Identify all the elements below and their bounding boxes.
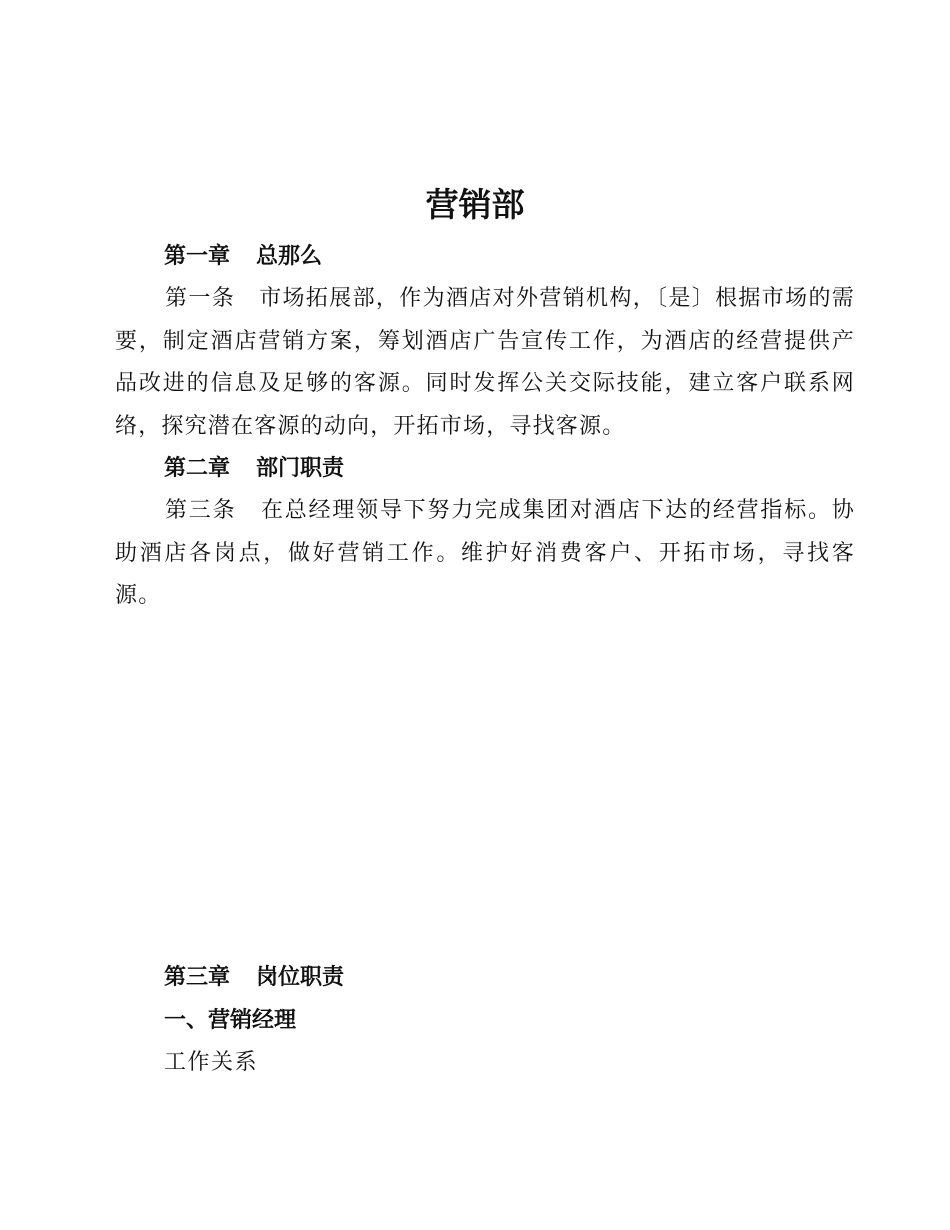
subsection-label: 工作关系: [164, 1050, 259, 1075]
article-1-label: 第一条: [165, 286, 236, 311]
chapter-3-name: 岗位职责: [256, 965, 345, 990]
chapter-1-name: 总那么: [256, 244, 323, 269]
article-3-paragraph: [115, 490, 855, 618]
article-1-text: 市场拓展部，作为酒店对外营销机构，〔是〕根据市场的需要，制定酒店营销方案，筹划酒店广告宣传工作，为酒店的经营提供产品改进的信息及足够的客源。同时发挥公关交际技能，建立客户联系网络，探究潜在客源的动向，开拓市场，寻找客源。: [115, 286, 856, 439]
chapter-2-name: 部门职责: [256, 456, 345, 481]
article-1-paragraph: [115, 278, 855, 448]
document-title: 营销部: [425, 185, 525, 224]
chapter-3-label: 第三章: [164, 965, 231, 990]
chapter-1-label: 第一章: [164, 244, 231, 269]
chapter-3-heading: [164, 963, 344, 993]
article-3-label: 第三条: [165, 498, 237, 523]
chapter-1-heading: [164, 242, 322, 272]
article-3-text: 在总经理领导下努力完成集团对酒店下达的经营指标。协助酒店各岗点，做好营销工作。维护好消费客户、开拓市场，寻找客源。: [115, 498, 855, 608]
chapter-2-heading: [164, 454, 344, 484]
chapter-2-label: 第二章: [164, 456, 231, 481]
section-1-heading: 一、营销经理: [164, 1008, 297, 1033]
